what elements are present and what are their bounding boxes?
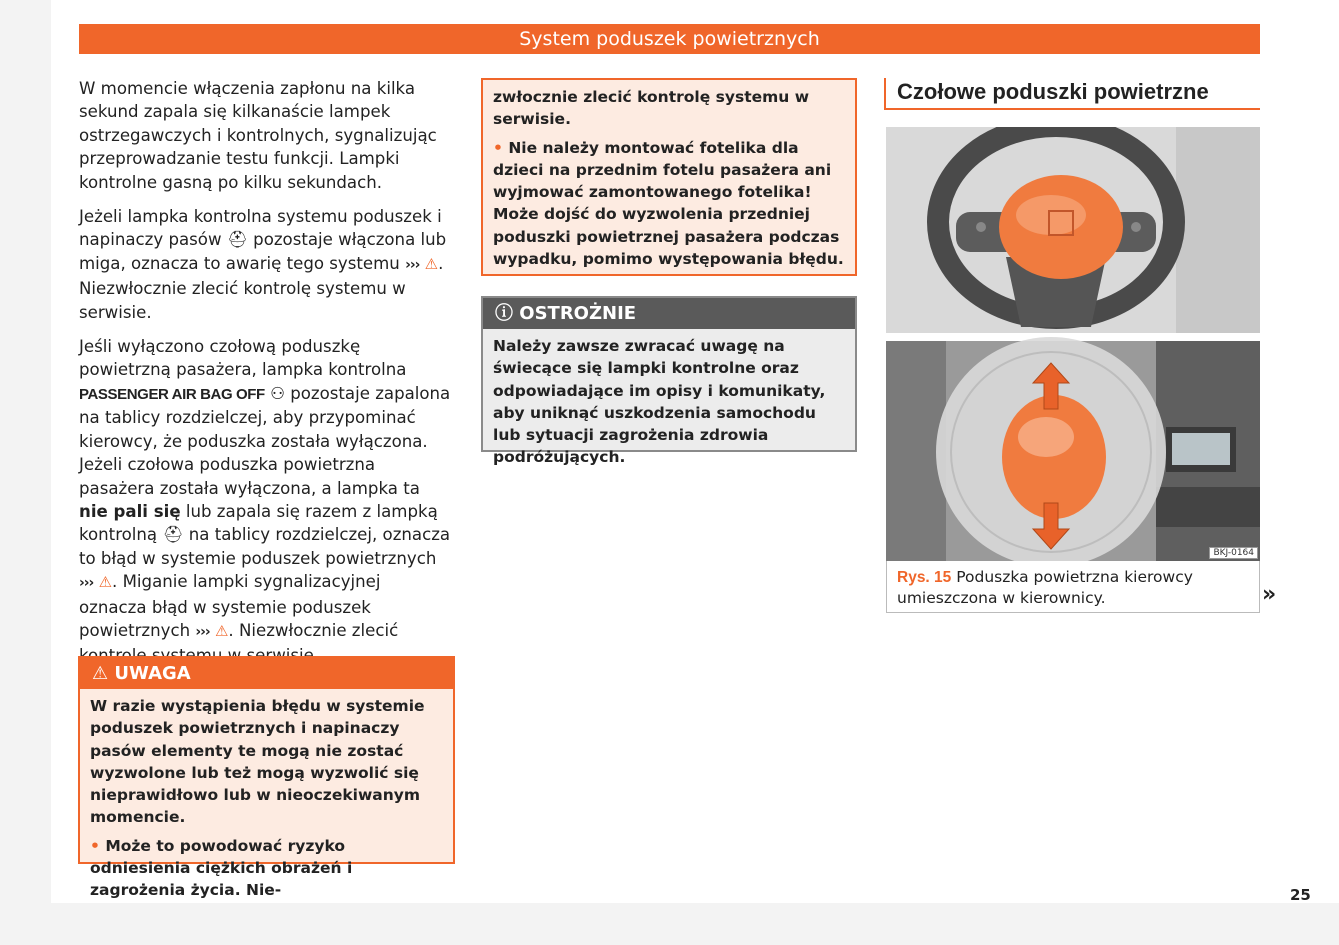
continuation-bullet: • Nie należy montować fotelika dla dzieci na przednim fotelu pasażera ani wyjmować zamontowanego fotelika! Może dojść do wyzwolenia przedniej poduszki powietrznej pasażera podczas wypadku, pomimo występowania błędu. [493,138,844,269]
continuation-text: zwłocznie zlecić kontrolę systemu w serwisie. [493,88,810,129]
reference-arrows: ››› [79,575,94,592]
caution-icon: ⓘ [495,303,513,324]
paragraph-warning-lamp: Jeżeli lampka kontrolna systemu poduszek i napinaczy pasów ⛑ pozostaje włączona lub miga, oznacza to awarię tego systemu ››› ⚠. Niezwłocznie zlecić kontrolę systemu w serwisie. [79,207,447,322]
chapter-header: System poduszek powietrznych [79,24,1260,54]
seatbelt-airbag-icon: ⛑ [162,525,184,545]
warning-triangle-icon: ⚠ [98,573,113,592]
reference-arrows: ››› [405,256,420,273]
bullet-icon: • [493,138,503,157]
caution-box [481,296,857,467]
bullet-icon: • [90,836,100,855]
warning-triangle-icon: ⚠ [214,621,229,640]
warning-box-continuation [481,78,857,276]
figure-code: BKJ-0164 [1209,547,1258,559]
warning-box [78,656,455,900]
warning-box-header: ⚠ UWAGA [80,658,453,689]
figure-caption [886,561,1260,613]
warning-text: W razie wystąpienia błędu w systemie poduszek powietrznych i napinaczy pasów elementy te mogą nie zostać wyzwolone lub też mogą wyzwolić się nieprawidłowo lub w nieoczekiwanym momencie. [90,697,425,827]
page-number: 25 [1290,886,1311,904]
continue-marker: » [1262,582,1277,607]
paragraph-passenger-airbag: Jeśli wyłączono czołową poduszkę powietrzną pasażera, lampka kontrolna PASSENGER AIR BAG OFF ⚇ pozostaje zapalona na tablicy rozdzielczej, aby przypominać kierowcy, że poduszka została wyłączona. Jeżeli czołowa poduszka powietrzna pasażera została wyłączona, a lampka ta nie pali się lub zapala się razem z lampką kontrolną ⛑ na tablicy rozdzielczej, oznacza to błąd w systemie poduszek powietrznych ››› ⚠. Miganie lampki sygnalizacyjnej oznacza błąd w systemie poduszek powietrznych ››› ⚠. Niezwłocznie zlecić [79,337,451,640]
paragraph-test: W momencie włączenia zapłonu na kilka sekund zapala się kilkanaście lampek ostrzegawczych i kontrolnych, sygnalizując przeprowadzanie testu funkcji. Lampki kontrolne gasną po kilku sekundach. [79,79,437,192]
warning-triangle-icon: ⚠ [424,254,439,273]
reference-arrows: ››› [195,623,210,640]
steering-airbag-illustration [886,127,1260,561]
passenger-airbag-off-icon: ⚇ [270,383,285,403]
column-left [79,77,451,679]
seatbelt-airbag-icon: ⛑ [226,230,248,250]
figure-label: Rys. 15 [897,569,952,586]
warning-bullet: • Może to powodować ryzyko odniesienia ciężkich obrażeń i zagrożenia życia. Nie- [90,836,353,900]
caution-text: Należy zawsze zwracać uwagę na świecące się lampki kontrolne oraz odpowiadające im opisy i komunikaty, aby uniknąć uszkodzenia samochodu lub sytuacji zagrożenia zdrowia podróżujących. [493,337,826,467]
caution-box-header: ⓘ OSTROŻNIE [483,298,855,329]
warning-triangle-icon: ⚠ [92,663,109,684]
section-title: Czołowe poduszki powietrzne [884,78,1260,110]
passenger-airbag-off-label: PASSENGER AIR BAG OFF [79,385,265,403]
figure-caption-text: Poduszka powietrzna kierowcy umieszczona w kierownicy. [897,568,1193,607]
figure-steering-airbag [886,127,1260,561]
